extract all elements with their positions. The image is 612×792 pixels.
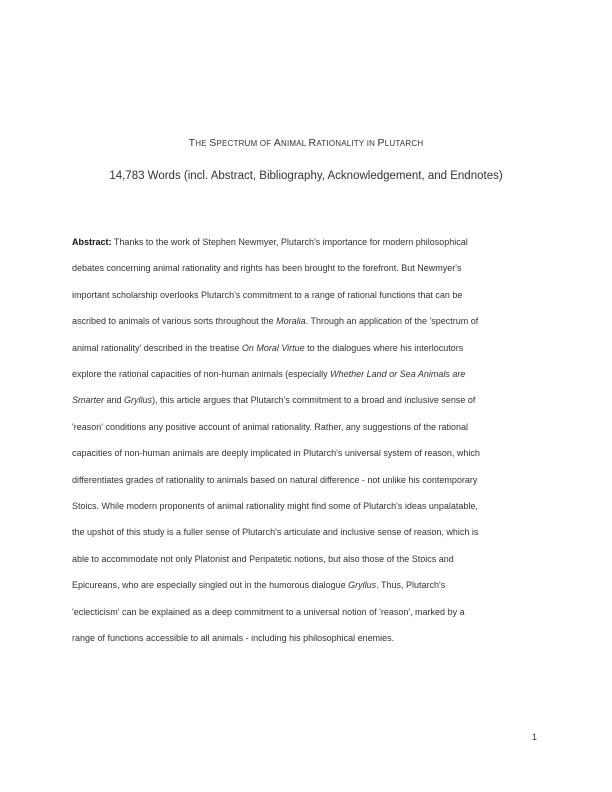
abstract-text: ascribed to animals of various sorts throughout the (72, 316, 277, 327)
title-text: A (273, 137, 281, 149)
title-text: NIMAL (280, 139, 309, 148)
abstract-line: range of functions accessible to all animals - including his philosophical enemies. (72, 633, 395, 644)
abstract-text: ), this article argues that Plutarch's commitment to a broad and inclusive sense of (152, 395, 476, 406)
abstract-line (72, 572, 542, 598)
abstract-text: . Through an application of the 'spectrum of (305, 316, 479, 327)
word-count: 14,783 Words (incl. Abstract, Bibliography, Acknowledgement, and Endnotes) (109, 170, 503, 182)
abstract-line: the upshot of this study is a fuller sense of Plutarch's articulate and inclusive sense of reason, which is (72, 527, 479, 538)
work-title: Moralia (276, 316, 306, 327)
abstract-line: 'eclecticism' can be explained as a deep commitment to a universal notion of 'reason', marked by a (72, 606, 465, 617)
abstract-line (72, 387, 542, 413)
abstract-text: animal rationality' described in the treatise (72, 342, 242, 353)
abstract-line: able to accommodate not only Platonist and Peripatetic notions, but also those of the Stoics and (72, 553, 454, 564)
abstract-line: 'reason' conditions any positive account of animal rationality. Rather, any suggestions of the rational (72, 421, 468, 432)
abstract-line: important scholarship overlooks Plutarch's commitment to a range of rational functions that can be (72, 289, 463, 300)
abstract-line: differentiates grades of rationality to animals based on natural difference - not unlike his contemporary (72, 474, 478, 485)
title-text: LUTARCH (384, 139, 424, 148)
abstract-label: Abstract: (72, 237, 112, 247)
paper-title (0, 137, 612, 149)
title-text: T (188, 137, 196, 149)
abstract-text: explore the rational capacities of non-human animals (especially (72, 369, 331, 380)
abstract-paragraph (72, 229, 542, 652)
abstract-text: and (104, 395, 125, 406)
title-text: R (308, 137, 317, 149)
abstract-line (72, 335, 542, 361)
work-title: Gryllus (348, 580, 377, 591)
page-number: 1 (532, 732, 538, 742)
abstract-text: Epicureans, who are especially singled out in the humorous dialogue (72, 580, 349, 591)
title-text: PECTRUM OF (216, 139, 274, 148)
abstract-line: debates concerning animal rationality and rights has been brought to the forefront. But Newmyer's (72, 263, 462, 274)
work-title: On Moral Virtue (241, 342, 305, 353)
title-text: P (377, 137, 385, 149)
abstract-text: . Thus, Plutarch's (376, 580, 446, 591)
abstract-line: capacities of non-human animals are deeply implicated in Plutarch's universal system of reason, which (72, 448, 480, 459)
abstract-text: to the dialogues where his interlocutors (304, 342, 464, 353)
abstract-line (72, 229, 542, 255)
abstract-line (72, 361, 542, 387)
work-title: Smarter (72, 395, 105, 406)
work-title: Gryllus (124, 395, 153, 406)
title-text: HE (195, 139, 210, 148)
title-text: S (209, 137, 217, 149)
work-title: Whether Land or Sea Animals are (330, 369, 466, 380)
abstract-line (72, 308, 542, 334)
abstract-line: Stoics. While modern proponents of animal rationality might find some of Plutarch's ideas unpalatable, (72, 501, 478, 512)
title-text: ATIONALITY IN (316, 139, 378, 148)
abstract-text: Thanks to the work of Stephen Newmyer, Plutarch's importance for modern philosophical (111, 237, 468, 247)
